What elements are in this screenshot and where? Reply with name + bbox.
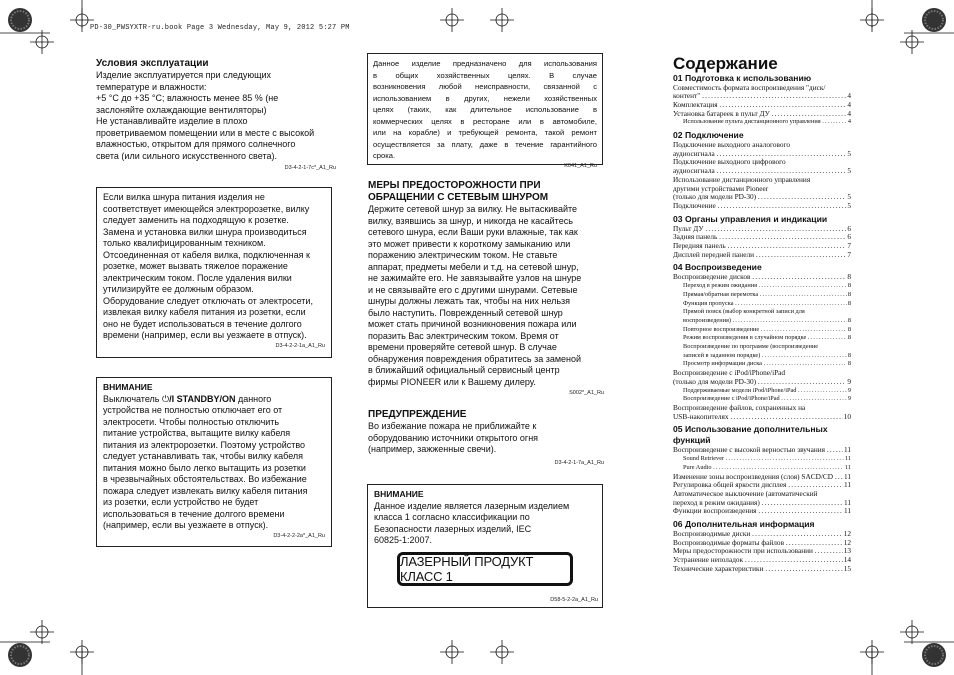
- text-line: сетевого шнура, если Ваши руки влажные, так как: [368, 227, 578, 237]
- toc-entry-label: аудиосигнала: [673, 166, 717, 176]
- toc-leader-dots: [798, 387, 847, 396]
- text-line: электросети. Чтобы полностью отключить: [103, 416, 280, 427]
- toc-entry[interactable]: [673, 300, 851, 309]
- toc-entry-label: Функции воспроизведения: [673, 506, 759, 516]
- toc-page-number: 11: [843, 445, 851, 455]
- text-line: Держите сетевой шнур за вилку. Не вытаскивайте: [368, 204, 578, 214]
- text-line: утилизируйте ее должным образом.: [103, 284, 254, 294]
- fire-code: D3-4-2-1-7a_A1_Ru: [554, 459, 604, 466]
- toc-entry[interactable]: [673, 202, 851, 211]
- toc-entry-text[interactable]: Подключение выходного цифрового: [673, 157, 786, 167]
- toc-page-number: 10: [843, 411, 851, 421]
- toc-entry[interactable]: [673, 334, 851, 343]
- toc-section-title[interactable]: 03 Органы управления и индикации: [673, 213, 828, 224]
- text-line: проветриваемом помещении или в месте с высокой: [96, 127, 315, 138]
- conditions-title: Условия эксплуатации: [96, 58, 209, 69]
- plug-warning-box: [96, 187, 332, 358]
- text-line: Оборудование следует отключать от электросети,: [103, 295, 313, 306]
- text-line: Данное изделие является лазерным изделием: [374, 500, 570, 511]
- toc-page-number: 4: [847, 108, 851, 118]
- text-line: аппарат, предметы мебели и т.д. на сетевой шнур,: [368, 261, 579, 272]
- toc-entry-label: Меры предосторожности при использовании: [673, 546, 815, 556]
- cord-section: [368, 180, 604, 397]
- text-line: или на корабле) и требующей ремонта, такой ремонт: [373, 128, 597, 137]
- conditions-section: [96, 58, 336, 172]
- toc-page-number: 8: [847, 316, 851, 324]
- toc-entry[interactable]: [673, 317, 851, 326]
- toc-section-title[interactable]: 02 Подключение: [673, 130, 744, 141]
- text-line: Данное изделие предназначено для использования: [373, 59, 597, 68]
- toc-leader-dots: [726, 455, 844, 464]
- standby-warning-box: [96, 377, 332, 547]
- toc-entry-text[interactable]: Воспроизведение файлов, сохраненных на: [673, 403, 806, 412]
- toc-entry-label: Дисплей передней панели: [673, 249, 756, 259]
- text-line: было наступить. Поврежденный сетевой шнур: [368, 307, 563, 318]
- toc-page-number: 8: [847, 325, 851, 333]
- text-line: возникновения любой неисправности, связанной с: [373, 82, 597, 91]
- toc-page-number: 11: [843, 497, 851, 507]
- toc-title: Содержание: [673, 54, 778, 73]
- toc-entry-text[interactable]: Подключение выходного аналогового: [673, 140, 790, 150]
- toc-page-number: 8: [847, 351, 851, 359]
- toc-entry-label: Повторное воспроизведение: [683, 325, 761, 333]
- text-line: розетке, может вызвать тяжелое поражение: [103, 261, 288, 271]
- text-line: поразить Вас электрическим током. Время от: [368, 330, 559, 341]
- toc-entry[interactable]: [673, 118, 851, 127]
- text-line: извлекая вилку кабеля питания из розетки, если: [103, 307, 306, 317]
- toc-page-number: 9: [847, 386, 851, 394]
- toc-page-number: 15: [843, 563, 851, 573]
- text-line: в ближайший официальный сервисный центр: [368, 365, 560, 375]
- toc-page-number: 11: [844, 463, 851, 471]
- household-use-code: K041_A1_Ru: [564, 162, 597, 169]
- toc-leader-dots: [835, 473, 843, 482]
- text-line: устройства не полностью отключает его от: [103, 405, 283, 415]
- text-line: в чрезвычайных обстоятельствах. Во избежание: [103, 474, 307, 484]
- text-line: Во избежание пожара не приближайте к: [368, 421, 537, 431]
- toc-entry[interactable]: [673, 282, 851, 291]
- toc-page-number: 8: [847, 299, 851, 307]
- toc-page-number: 13: [843, 546, 851, 556]
- file-header: PD-30_PWSYXTR-ru.book Page 3 Wednesday, May 9, 2012 5:27 PM: [90, 24, 350, 32]
- toc-page-number: 5: [847, 166, 851, 176]
- toc-leader-dots: [752, 273, 846, 282]
- toc-entry[interactable]: [673, 291, 851, 300]
- toc-entry[interactable]: [673, 273, 851, 282]
- cord-title-2: ОБРАЩЕНИИ С СЕТЕВЫМ ШНУРОМ: [368, 192, 549, 203]
- text-line: оно не будет использоваться в течение долгого: [103, 318, 302, 329]
- text-line: соответствует имеющейся электророзетке, вилку: [103, 203, 310, 214]
- toc-leader-dots: [733, 317, 847, 326]
- toc-leader-dots: [735, 300, 847, 309]
- table-of-contents: [673, 54, 851, 574]
- toc-entry[interactable]: [673, 446, 851, 455]
- toc-leader-dots: [808, 334, 847, 343]
- conditions-code: D3-4-2-1-7c*_A1_Ru: [284, 165, 336, 171]
- toc-leader-dots: [760, 291, 847, 300]
- toc-entry-label: воспроизведения): [683, 316, 733, 324]
- text-line: поражению электрическим током. Не ставьте: [368, 250, 558, 260]
- toc-entry-label: Использование пульта дистанционного управления: [683, 118, 823, 126]
- toc-page-number: 4: [847, 99, 851, 109]
- toc-leader-dots: [719, 233, 846, 242]
- text-line: Если вилка шнура питания изделия не: [103, 192, 265, 202]
- household-use-box: [367, 53, 603, 169]
- toc-entry-label: Регулировка общей яркости дисплея: [673, 480, 789, 490]
- text-line: влажностью, открытом для прямого солнечного: [96, 139, 296, 149]
- laser-class-label: ЛАЗЕРНЫЙ ПРОДУКТ КЛАСС 1: [397, 552, 573, 586]
- toc-section-title[interactable]: 06 Дополнительная информация: [673, 519, 815, 530]
- toc-entry-text[interactable]: Автоматическое выключение (автоматический: [673, 488, 818, 498]
- toc-page-number: 5: [847, 192, 851, 202]
- toc-page-number: 4: [847, 91, 851, 101]
- laser-warning-title: ВНИМАНИЕ: [374, 489, 424, 499]
- text-line: обнаружения повреждения обратитесь за заменой: [368, 353, 582, 364]
- text-line: времени проверяйте сетевой шнур. В случае: [368, 342, 557, 352]
- toc-leader-dots: [756, 251, 847, 260]
- text-line: питание устройства, вытащите вилку кабеля: [103, 428, 291, 438]
- toc-page-number: 11: [843, 480, 851, 490]
- fire-section: [368, 409, 604, 467]
- text-line: коммерческих целях в ресторане или в автомобиле,: [373, 116, 597, 126]
- toc-page-number: 9: [847, 395, 851, 403]
- toc-entry-label: Изменение зоны воспроизведения (слоя) SACD/CD: [673, 471, 835, 481]
- text-line: шнуры должны лежать так, чтобы на них нельзя: [368, 296, 571, 306]
- laser-warning-text: [374, 501, 596, 547]
- toc-page-number: 9: [847, 376, 851, 386]
- toc-section-title[interactable]: 05 Использование дополнительных: [673, 424, 828, 435]
- text-line: использоваться в течение долгого времени: [103, 508, 285, 519]
- toc-entry-label: Sound Retriever: [683, 455, 726, 463]
- text-line: и не связывайте его с другими шнурами. Сетевые: [368, 284, 578, 295]
- toc-page-number: 8: [847, 272, 851, 282]
- toc-leader-dots: [718, 202, 847, 211]
- toc-page-number: 7: [847, 249, 851, 259]
- text-line: (например, если вы уезжаете в отпуск).: [103, 520, 269, 530]
- laser-code: D58-5-2-2a_A1_Ru: [550, 597, 598, 603]
- toc-entry[interactable]: [673, 110, 851, 119]
- cord-text: [368, 204, 604, 388]
- text-line: не зажимайте его. Не завязывайте узлов на шнуре: [368, 273, 582, 283]
- toc-entry-label: Воспроизводимые форматы файлов: [673, 537, 786, 547]
- toc-page-number: 8: [847, 282, 851, 290]
- text-line: Отсоединенная от кабеля вилка, подключенная к: [103, 249, 310, 260]
- toc-page-number: 6: [847, 223, 851, 233]
- fire-text: [368, 421, 604, 456]
- text-line: пожара следует извлекать вилку кабеля питания: [103, 485, 308, 496]
- text-line: времени (например, если вы уезжаете в отпуск).: [103, 330, 307, 340]
- toc-entry[interactable]: [673, 455, 851, 464]
- text-line: температуре и влажности:: [96, 81, 207, 92]
- toc-entry-label: Воспроизведение с iPod/iPhone/iPad: [683, 395, 782, 403]
- toc-entry-label: USB-накопителях: [673, 411, 731, 421]
- text-line: +5 °C до +35 °C; влажность менее 85 % (не: [96, 93, 279, 103]
- toc-entry-text[interactable]: другими устройствами Pioneer: [673, 183, 769, 193]
- toc-entry[interactable]: [673, 378, 851, 387]
- toc-entry-label: Воспроизведение дисков: [673, 272, 753, 282]
- toc-entry-label: Комплектация: [673, 99, 720, 109]
- text-line: в общих хозяйственных целях. В случае: [373, 70, 597, 80]
- toc-leader-dots: [758, 507, 843, 516]
- plug-warning-text: [103, 192, 325, 342]
- toc-leader-dots: [730, 413, 842, 422]
- toc-leader-dots: [762, 352, 847, 361]
- text-line: (например, зажженные свечи).: [368, 444, 497, 454]
- toc-leader-dots: [705, 225, 846, 234]
- toc-page-number: 11: [844, 455, 851, 463]
- toc-page-number: 5: [847, 200, 851, 210]
- toc-entry-label: переход в режим ожидания): [673, 497, 762, 507]
- fire-title: ПРЕДУПРЕЖДЕНИЕ: [368, 409, 467, 420]
- toc-leader-dots: [762, 499, 843, 508]
- toc-entry-text[interactable]: Воспроизведение по программе (воспроизведение: [683, 343, 819, 351]
- text-line: использованием в других, нежели хозяйственных: [373, 93, 597, 103]
- toc-leader-dots: [815, 547, 843, 556]
- text-line: Безопасности лазерных изделий, IEC: [374, 523, 532, 534]
- toc-entry-label: Задняя панель: [673, 232, 720, 242]
- text-line: может стать причиной возникновения пожара или: [368, 319, 577, 329]
- text-line: следует заменить на подходящую к розетке.: [103, 215, 289, 225]
- toc-leader-dots: [765, 565, 842, 574]
- toc-entry-label: Pure Audio: [683, 463, 714, 471]
- toc-entry-label: Передняя панель: [673, 241, 728, 251]
- toc-entry-label: Пульт ДУ: [673, 223, 706, 233]
- toc-entry-label: (только для модели PD-30): [673, 192, 758, 202]
- toc-page-number: 6: [847, 232, 851, 242]
- text-line: это может привести к короткому замыканию или: [368, 238, 571, 249]
- toc-leader-dots: [759, 282, 847, 291]
- toc-page-number: 11: [843, 506, 851, 516]
- text-line: электрическим током. После удаления вилки: [103, 272, 292, 283]
- toc-page-number: 11: [843, 471, 851, 481]
- standby-warning-text: [103, 405, 325, 532]
- toc-section-title[interactable]: 04 Воспроизведение: [673, 262, 762, 273]
- text-line: питания можно было легко вытащить из розетки: [103, 462, 306, 473]
- toc-entry[interactable]: [673, 413, 851, 422]
- toc-section-title-cont[interactable]: функций: [673, 435, 711, 446]
- toc-leader-dots: [761, 326, 847, 335]
- text-line: заслоняйте охлаждающие вентиляторы): [96, 104, 267, 115]
- text-line: питания из электророзетки. Поэтому устройство: [103, 439, 306, 450]
- toc-leader-dots: [827, 446, 843, 455]
- toc-entry-label: Технические характеристики: [673, 563, 766, 573]
- toc-page-number: 8: [847, 290, 851, 298]
- text-line: целях (таких, как длительное использование в: [373, 105, 597, 114]
- toc-entry-label: Устранение неполадок: [673, 555, 745, 565]
- toc-entry-label: аудиосигнала: [673, 148, 717, 158]
- standby-warning-first-line: Выключатель ⏻/I STANDBY/ON данного: [103, 393, 272, 404]
- toc-entry-label: Режим воспроизведения в случайном порядке: [683, 334, 808, 342]
- toc-page-number: 12: [843, 537, 851, 547]
- toc-page-number: 8: [847, 360, 851, 368]
- plug-warning-code: D3-4-2-2-1a_A1_Ru: [275, 342, 325, 349]
- text-line: осуществляется за плату, даже в течение гарантийного: [373, 139, 597, 149]
- toc-entry-label: (только для модели PD-30): [673, 376, 758, 386]
- toc-entry-label: Воспроизведение с высокой верностью звучания: [673, 445, 827, 455]
- toc-entry[interactable]: [673, 251, 851, 260]
- toc-page-number: 5: [847, 148, 851, 158]
- toc-page-number: 8: [847, 334, 851, 342]
- toc-entry-label: Прямая/обратная перемотка: [683, 290, 760, 298]
- toc-entry-text[interactable]: Воспроизведение с iPod/iPhone/iPad: [673, 368, 786, 378]
- toc-entry-label: Переход в режим ожидания: [683, 282, 759, 290]
- text-line: Замена и установка вилки шнура производиться: [103, 226, 307, 237]
- text-line: оборудованию источники открытого огня: [368, 432, 539, 443]
- text-line: только квалифицированным техником.: [103, 238, 266, 248]
- toc-entry[interactable]: [673, 352, 851, 361]
- toc-page-number: 12: [843, 529, 851, 539]
- toc-entry-text[interactable]: Использование дистанционного управления: [673, 174, 811, 184]
- toc-entry-label: Поддерживаемые модели iPod/iPhone/iPad: [683, 386, 798, 394]
- cord-title-1: МЕРЫ ПРЕДОСТОРОЖНОСТИ ПРИ: [368, 180, 541, 191]
- toc-entry-label: Подключение: [673, 200, 718, 210]
- toc-leader-dots: [758, 378, 846, 387]
- laser-warning-box: [367, 484, 603, 608]
- conditions-text: [96, 70, 336, 162]
- standby-warning-title: ВНИМАНИЕ: [103, 382, 153, 392]
- cord-code: S002*_A1_Ru: [569, 390, 604, 396]
- toc-leader-dots: [822, 118, 847, 127]
- text-line: следует устанавливать так, чтобы вилку кабеля: [103, 451, 304, 461]
- text-line: из розетки, если устройство не будет: [103, 497, 259, 507]
- toc-entry[interactable]: [673, 507, 851, 516]
- toc-entry[interactable]: [673, 565, 851, 574]
- toc-page-number: 4: [847, 118, 851, 126]
- text-line: 60825-1:2007.: [374, 535, 433, 545]
- toc-entry-label: контент": [673, 91, 703, 101]
- toc-section-title[interactable]: 01 Подготовка к использованию: [673, 72, 812, 83]
- toc-entry-label: Воспроизводимые диски: [673, 529, 753, 539]
- standby-warning-code: D3-4-2-2-2a*_A1_Ru: [273, 532, 325, 539]
- toc-leader-dots: [772, 110, 847, 119]
- toc-entry-label: Просмотр информации диска: [683, 360, 764, 368]
- toc-entry-label: Функция пропуска: [683, 299, 736, 307]
- toc-entry-label: записей в заданном порядке): [683, 351, 762, 359]
- text-line: света (или сильного искусственного света).: [96, 150, 277, 161]
- text-line: вилку, взявшись за шнур, и никогда не касайтесь: [368, 215, 573, 226]
- toc-leader-dots: [758, 193, 846, 202]
- toc-page-number: 7: [847, 241, 851, 251]
- toc-entry-label: Установка батареек в пульт ДУ: [673, 108, 772, 118]
- toc-entry[interactable]: [673, 387, 851, 396]
- toc-leader-dots: [702, 92, 846, 101]
- toc-page-number: 14: [843, 555, 851, 565]
- power-icon: ⏻: [161, 393, 170, 404]
- text-line: Изделие эксплуатируется при следующих: [96, 70, 272, 80]
- toc-entry-text[interactable]: Совместимость формата воспроизведения "диск/: [673, 82, 826, 92]
- text-line: срока.: [373, 151, 396, 160]
- text-line: фирмы PIONEER или к Вашему дилеру.: [368, 376, 536, 387]
- toc-entry[interactable]: [673, 326, 851, 335]
- toc-entry-text[interactable]: Прямой поиск (выбор конкретной записи для: [683, 308, 805, 316]
- text-line: Не устанавливайте изделие в плохо: [96, 116, 248, 126]
- household-use-text: [373, 58, 597, 162]
- text-line: класса 1 согласно классификации по: [374, 512, 530, 522]
